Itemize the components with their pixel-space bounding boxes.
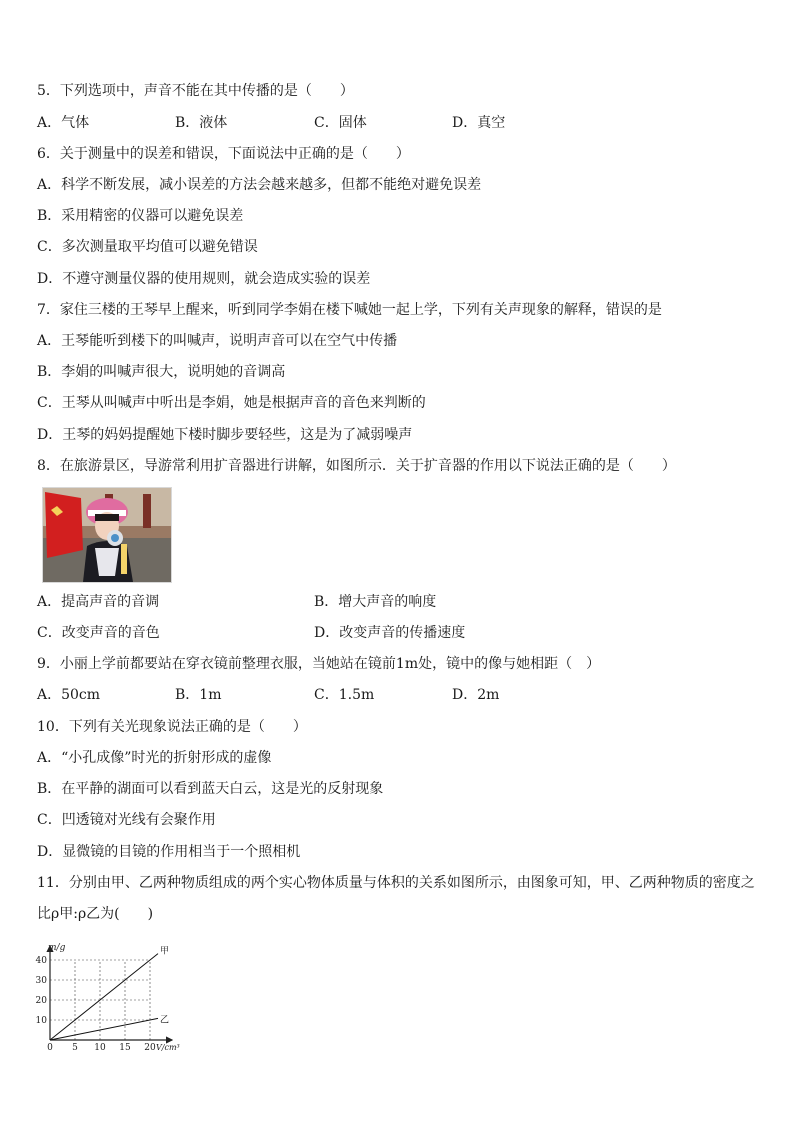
y-axis-label: m/g xyxy=(48,943,66,953)
q5-option-c: C．固体 xyxy=(314,115,367,131)
x-axis-label: V/cm³ xyxy=(156,1043,180,1052)
x-tick-label-1: 5 xyxy=(72,1043,78,1052)
q6-option-c: C．多次测量取平均值可以避免错误 xyxy=(37,239,258,255)
x-tick-label-4: 20 xyxy=(144,1043,156,1052)
q7-option-b: B．李娟的叫喊声很大，说明她的音调高 xyxy=(37,364,286,380)
q5-stem: 5．下列选项中，声音不能在其中传播的是（ ） xyxy=(37,83,354,99)
q11-stem-line2: 比ρ甲:ρ乙为( ) xyxy=(37,906,154,922)
q10-option-c: C．凹透镜对光线有会聚作用 xyxy=(37,812,216,828)
q10-option-a: A．“小孔成像”时光的折射形成的虚像 xyxy=(37,750,272,766)
tour-guide-illustration xyxy=(43,488,171,582)
tour-guide-photo xyxy=(42,487,172,583)
q5-option-a: A．气体 xyxy=(37,115,90,131)
x-tick-label-0: 0 xyxy=(47,1043,53,1052)
q10-option-b: B．在平静的湖面可以看到蓝天白云，这是光的反射现象 xyxy=(37,781,384,797)
mass-volume-graph xyxy=(30,940,200,1052)
series-line-1 xyxy=(50,1018,158,1040)
q8-option-d: D．改变声音的传播速度 xyxy=(314,625,466,641)
q6-option-b: B．采用精密的仪器可以避免误差 xyxy=(37,208,244,224)
q11-stem-line1: 11．分别由甲、乙两种物质组成的两个实心物体质量与体积的关系如图所示，由图象可知，甲、乙两种物质的密度之 xyxy=(37,875,755,891)
q8-stem: 8．在旅游景区，导游常利用扩音器进行讲解，如图所示．关于扩音器的作用以下说法正确的是（ ） xyxy=(37,458,676,474)
series-line-0 xyxy=(50,954,158,1040)
y-tick-label-2: 30 xyxy=(35,976,47,986)
q9-option-b: B．1m xyxy=(175,687,222,703)
x-tick-label-3: 15 xyxy=(119,1043,131,1052)
q9-option-d: D．2m xyxy=(452,687,500,703)
q7-option-d: D．王琴的妈妈提醒她下楼时脚步要轻些，这是为了减弱噪声 xyxy=(37,427,413,443)
q7-option-c: C．王琴从叫喊声中听出是李娟，她是根据声音的音色来判断的 xyxy=(37,395,426,411)
x-tick-labels xyxy=(47,1043,156,1052)
q10-stem: 10．下列有关光现象说法正确的是（ ） xyxy=(37,719,307,735)
series-label-1: 乙 xyxy=(160,1015,170,1026)
y-tick-label-0: 10 xyxy=(35,1016,47,1026)
y-tick-labels xyxy=(36,956,48,1026)
y-tick-label-1: 20 xyxy=(35,996,47,1006)
q8-option-a: A．提高声音的音调 xyxy=(37,594,160,610)
q7-option-a: A．王琴能听到楼下的叫喊声，说明声音可以在空气中传播 xyxy=(37,333,398,349)
q6-option-a: A．科学不断发展，减小误差的方法会越来越多，但都不能绝对避免误差 xyxy=(37,177,482,193)
q6-option-d: D．不遵守测量仪器的使用规则，就会造成实验的误差 xyxy=(37,271,371,287)
y-tick-label-3: 40 xyxy=(35,956,47,966)
q5-option-b: B．液体 xyxy=(175,115,228,131)
q8-option-b: B．增大声音的响度 xyxy=(314,594,437,610)
q10-option-d: D．显微镜的目镜的作用相当于一个照相机 xyxy=(37,844,301,860)
q8-option-c: C．改变声音的音色 xyxy=(37,625,160,641)
q6-stem: 6．关于测量中的误差和错误，下面说法中正确的是（ ） xyxy=(37,146,410,162)
series-label-0: 甲 xyxy=(160,946,170,957)
q7-stem: 7．家住三楼的王琴早上醒来，听到同学李娟在楼下喊她一起上学，下列有关声现象的解释，错误的是 xyxy=(37,302,662,318)
q9-stem: 9．小丽上学前都要站在穿衣镜前整理衣服，当她站在镜前1m处，镜中的像与她相距（ ） xyxy=(37,656,601,672)
q9-option-a: A．50cm xyxy=(37,687,101,703)
x-tick-label-2: 10 xyxy=(94,1043,106,1052)
q9-option-c: C．1.5m xyxy=(314,687,375,703)
q5-option-d: D．真空 xyxy=(452,115,506,131)
